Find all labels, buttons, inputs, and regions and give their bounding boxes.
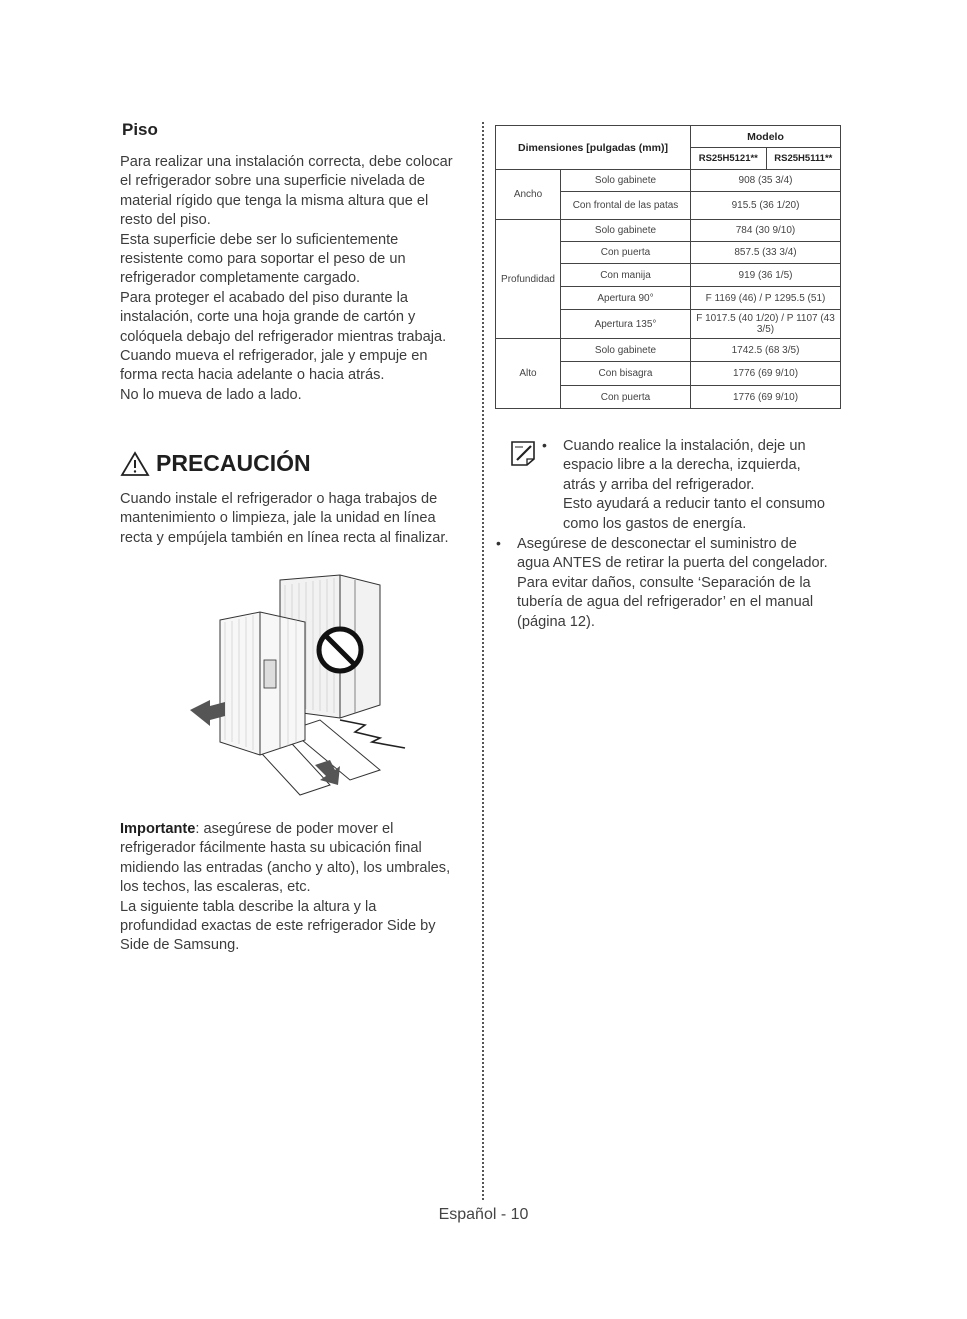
row-value: 908 (35 3/4) bbox=[691, 170, 841, 192]
text-line: profundidad exactas de este refrigerador Side by bbox=[120, 918, 436, 935]
row-value: F 1169 (46) / P 1295.5 (51) bbox=[691, 287, 841, 310]
row-value: 1776 (69 9/10) bbox=[691, 362, 841, 386]
ancho-label: Ancho bbox=[496, 170, 561, 220]
text-line: mantenimiento o limpieza, jale la unidad en línea bbox=[120, 510, 436, 527]
warning-icon bbox=[120, 451, 150, 477]
text-line: colóquela debajo del refrigerador mientras trabaja. bbox=[120, 328, 447, 345]
note-icon bbox=[509, 439, 539, 467]
precaucion-title: PRECAUCIÓN bbox=[156, 450, 311, 476]
text-line: refrigerador fácilmente hasta su ubicación final bbox=[120, 840, 422, 857]
text-line: tubería de agua del refrigerador’ en el manual bbox=[517, 594, 814, 611]
text-line: Cuando mueva el refrigerador, jale y empuje en bbox=[120, 348, 428, 365]
piso-paragraph bbox=[120, 153, 480, 405]
row-label: Con bisagra bbox=[561, 362, 691, 386]
piso-heading: Piso bbox=[122, 120, 158, 139]
importante-label: Importante bbox=[120, 821, 196, 837]
text-line: Side de Samsung. bbox=[120, 937, 240, 954]
importante-paragraph bbox=[120, 820, 480, 956]
row-label: Solo gabinete bbox=[561, 220, 691, 242]
row-label: Con puerta bbox=[561, 242, 691, 264]
page-footer: Español - 10 bbox=[438, 1206, 529, 1223]
text-line: Esta superficie debe ser lo suficientemente bbox=[120, 231, 399, 248]
row-value: 919 (36 1/5) bbox=[691, 264, 841, 287]
bullet: • bbox=[542, 437, 547, 453]
text-line: agua ANTES de retirar la puerta del congelador. bbox=[517, 555, 828, 572]
row-value: 1776 (69 9/10) bbox=[691, 386, 841, 409]
bullet: • bbox=[496, 535, 501, 551]
dimensions-header: Dimensiones [pulgadas (mm)] bbox=[496, 126, 691, 170]
text-line: Asegúrese de desconectar el suministro de bbox=[517, 536, 797, 552]
row-value: 915.5 (36 1/20) bbox=[691, 192, 841, 220]
row-label: Apertura 135° bbox=[561, 310, 691, 339]
row-label: Apertura 90° bbox=[561, 287, 691, 310]
text-line: Cuando realice la instalación, deje un bbox=[563, 438, 806, 454]
row-label: Con manija bbox=[561, 264, 691, 287]
text-line: atrás y arriba del refrigerador. bbox=[563, 476, 755, 493]
text-line: La siguiente tabla describe la altura y la bbox=[120, 898, 377, 915]
precaucion-heading bbox=[120, 450, 311, 477]
text-line: espacio libre a la derecha, izquierda, bbox=[563, 457, 801, 474]
row-value: 784 (30 9/10) bbox=[691, 220, 841, 242]
model-a-header: RS25H5121** bbox=[691, 148, 767, 170]
text-line: midiendo las entradas (ancho y alto), los umbrales, bbox=[120, 859, 451, 876]
text-line: Cuando instale el refrigerador o haga trabajos de bbox=[120, 491, 438, 507]
note2-paragraph bbox=[517, 535, 857, 632]
row-value: 857.5 (33 3/4) bbox=[691, 242, 841, 264]
text-line: Para realizar una instalación correcta, debe colocar bbox=[120, 154, 453, 170]
row-label: Con frontal de las patas bbox=[561, 192, 691, 220]
dimensions-table bbox=[495, 125, 841, 409]
text-line: forma recta hacia adelante o hacia atrás. bbox=[120, 367, 385, 384]
alto-label: Alto bbox=[496, 339, 561, 409]
text-line: refrigerador completamente cargado. bbox=[120, 270, 361, 287]
text-line: Para proteger el acabado del piso durante la bbox=[120, 289, 409, 306]
text-line: como los gastos de energía. bbox=[563, 515, 747, 532]
row-value: F 1017.5 (40 1/20) / P 1107 (43 3/5) bbox=[691, 310, 841, 339]
text-line: resto del piso. bbox=[120, 212, 211, 229]
profundidad-label: Profundidad bbox=[496, 220, 561, 339]
text-line: Esto ayudará a reducir tanto el consumo bbox=[563, 496, 826, 513]
model-b-header: RS25H5111** bbox=[766, 148, 840, 170]
row-label: Con puerta bbox=[561, 386, 691, 409]
note1-paragraph bbox=[563, 437, 853, 534]
text-line: (página 12). bbox=[517, 613, 595, 630]
text-line: : asegúrese de poder mover el bbox=[195, 821, 394, 837]
refrigerator-illustration bbox=[180, 570, 460, 800]
text-line: instalación, corte una hoja grande de cartón y bbox=[120, 309, 416, 326]
text-line: el refrigerador sobre una superficie nivelada de bbox=[120, 173, 426, 190]
row-label: Solo gabinete bbox=[561, 170, 691, 192]
text-line: resistente como para soportar el peso de un bbox=[120, 251, 406, 268]
text-line: material rígido que tenga la misma altura que el bbox=[120, 192, 429, 209]
modelo-header: Modelo bbox=[691, 126, 841, 148]
row-value: 1742.5 (68 3/5) bbox=[691, 339, 841, 362]
text-line: No lo mueva de lado a lado. bbox=[120, 386, 302, 403]
precaucion-paragraph bbox=[120, 490, 480, 548]
text-line: recta y empújela también en línea recta al finalizar. bbox=[120, 529, 449, 546]
text-line: los techos, las escaleras, etc. bbox=[120, 879, 311, 896]
text-line: Para evitar daños, consulte ‘Separación de la bbox=[517, 574, 811, 591]
row-label: Solo gabinete bbox=[561, 339, 691, 362]
column-divider bbox=[482, 122, 484, 1200]
